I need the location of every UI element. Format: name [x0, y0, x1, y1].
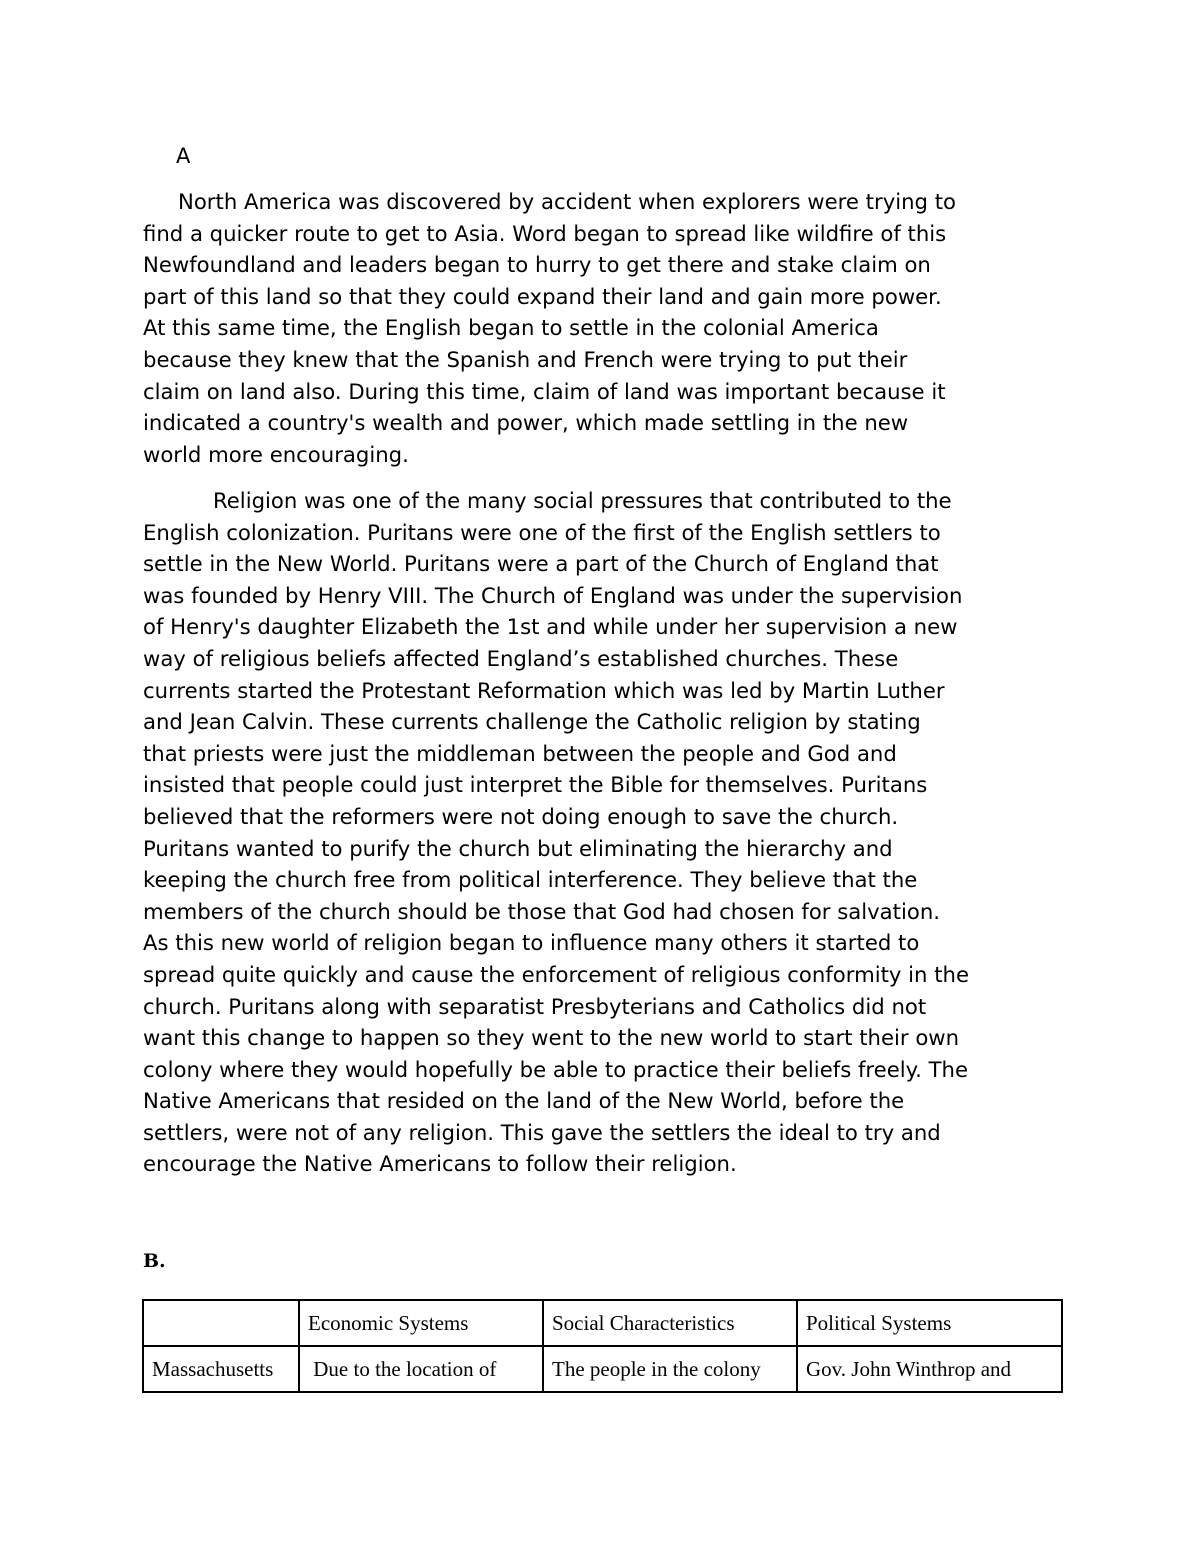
table-cell: Due to the location of [299, 1346, 543, 1392]
table-header-cell [143, 1300, 299, 1346]
table-cell: Gov. John Winthrop and [797, 1346, 1062, 1392]
section-b-heading: B. [143, 1250, 166, 1272]
table-cell: Massachusetts [143, 1346, 299, 1392]
section-a-paragraph-1: North America was discovered by accident when explorers were trying to find a quicker route to get to Asia. Word began to spread like wildfire of this Newfoundland and leaders began to hurry to get there and stake claim on part of this land so that they could expand their land and gain more power. At this same time, the English began to settle in the colonial America because they knew that the Spanish and French were trying to put their claim on land also. During this time, claim of land was important because it indicated a country's wealth and power, which made settling in the new world more encouraging. [143, 189, 957, 467]
table-header-cell: Social Characteristics [543, 1300, 797, 1346]
section-a-paragraph-2: Religion was one of the many social pressures that contributed to the English colonization. Puritans were one of the first of the English settlers to settle in the New World. Puritans were a part of the Church of England that was founded by Henry VIII. The Church of England was under the supervision of Henry's daughter Elizabeth the 1st and while under her supervision a new way of religious beliefs affected England’s established churches. These currents started the Protestant Reformation which was led by Martin Luther and Jean Calvin. These currents challenge the Catholic religion by stating that priests were just the middleman between the people and God and insisted that people could just interpret the Bible for themselves. Puritans believed that the reformers were not doing enough to save the church. Puritans wanted to purify the church but eliminating the hierarchy and keeping the church free from political interference. They believe that the members of the church should be those that God had chosen for salvation. As this new world of religion began to influence many others it started to spread quite quickly and cause the enforcement of religious conformity in the church. Puritans along with separatist Presbyterians and Catholics did not want this change to happen so they went to the new world to start their own colony where they would hopefully be able to practice their beliefs freely. The Native Americans that resided on the land of the New World, before the settlers, were not of any religion. This gave the settlers the ideal to try and encourage the Native Americans to follow their religion. [143, 488, 969, 1177]
table-cell: The people in the colony [543, 1346, 797, 1392]
table-header-row [143, 1300, 1062, 1346]
table-header-cell: Political Systems [797, 1300, 1062, 1346]
section-a-heading: A [176, 144, 191, 168]
table-header-cell: Economic Systems [299, 1300, 543, 1346]
colonies-comparison-table [142, 1299, 1063, 1393]
table-row [143, 1346, 1062, 1392]
